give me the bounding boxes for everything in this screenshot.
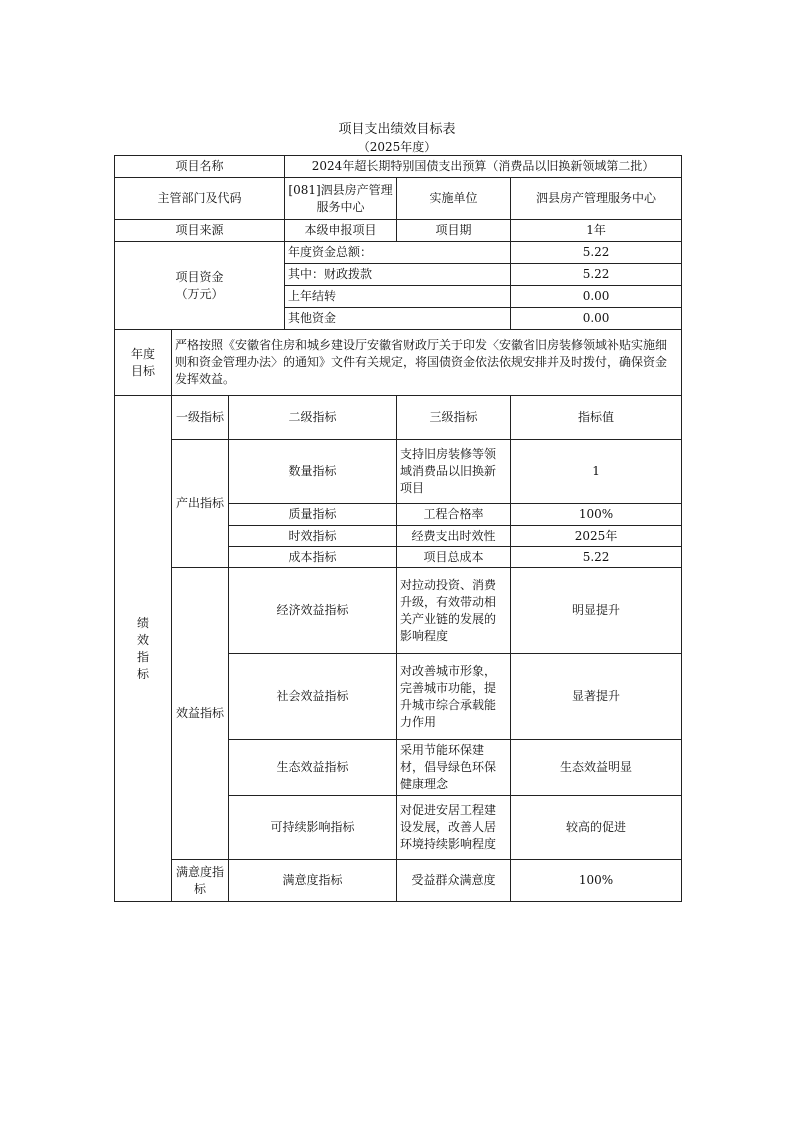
funds-row-label: 上年结转: [285, 286, 511, 308]
level2-cell: 满意度指标: [229, 860, 397, 902]
level2-cell: 经济效益指标: [229, 568, 397, 654]
project-name-label: 项目名称: [115, 156, 285, 178]
value-cell: 2025年: [511, 526, 682, 547]
table-row: [115, 178, 682, 220]
table-row: [115, 440, 682, 504]
value-cell: 明显提升: [511, 568, 682, 654]
unit-value: 泗县房产管理服务中心: [511, 178, 682, 220]
level2-cell: 社会效益指标: [229, 654, 397, 740]
table-row: [115, 156, 682, 178]
funds-label-line2: （万元）: [175, 286, 224, 301]
funds-row-value: 5.22: [511, 264, 682, 286]
benefit-indicator-label: 效益指标: [172, 568, 229, 860]
satisfaction-indicator-label: 满意度指标: [172, 860, 229, 902]
header-level3: 三级指标: [397, 396, 511, 440]
source-value: 本级申报项目: [285, 220, 397, 242]
dept-value: [081]泗县房产管理服务中心: [285, 178, 397, 220]
annual-goal-label-line1: 年度: [130, 346, 155, 361]
funds-row-label: 其他资金: [285, 308, 511, 330]
performance-side-label: [115, 396, 172, 902]
level3-cell: 经费支出时效性: [397, 526, 511, 547]
funds-row-value: 0.00: [511, 308, 682, 330]
level3-cell: 支持旧房装修等领域消费品以旧换新项目: [397, 440, 511, 504]
annual-goal-text: 严格按照《安徽省住房和城乡建设厅安徽省财政厅关于印发〈安徽省旧房装修领域补贴实施细则和资金管理办法〉的通知》文件有关规定，将国债资金依法依规安排并及时拨付，确保资金发挥效益。: [172, 330, 682, 396]
value-cell: 100%: [511, 504, 682, 526]
value-cell: 5.22: [511, 547, 682, 568]
level3-cell: 项目总成本: [397, 547, 511, 568]
level2-cell: 质量指标: [229, 504, 397, 526]
level3-cell: 对拉动投资、消费升级，有效带动相关产业链的发展的影响程度: [397, 568, 511, 654]
period-label: 项目期: [397, 220, 511, 242]
level3-cell: 工程合格率: [397, 504, 511, 526]
funds-label: [115, 242, 285, 330]
performance-table: [114, 155, 682, 902]
table-row: [115, 860, 682, 902]
level2-cell: 时效指标: [229, 526, 397, 547]
annual-goal-label: [115, 330, 172, 396]
level2-cell: 生态效益指标: [229, 740, 397, 796]
table-row: [115, 242, 682, 264]
funds-label-line1: 项目资金: [175, 269, 224, 284]
value-cell: 生态效益明显: [511, 740, 682, 796]
page-title: 项目支出绩效目标表: [338, 122, 456, 137]
value-cell: 较高的促进: [511, 796, 682, 860]
project-name-value: 2024年超长期特别国债支出预算（消费品以旧换新领域第二批）: [285, 156, 682, 178]
value-cell: 100%: [511, 860, 682, 902]
level2-cell: 可持续影响指标: [229, 796, 397, 860]
funds-row-value: 0.00: [511, 286, 682, 308]
header-level1: 一级指标: [172, 396, 229, 440]
header-value: 指标值: [511, 396, 682, 440]
annual-goal-label-line2: 目标: [130, 363, 155, 378]
level3-cell: 对促进安居工程建设发展，改善人居环境持续影响程度: [397, 796, 511, 860]
output-indicator-label: 产出指标: [172, 440, 229, 568]
side-char: 绩: [136, 615, 149, 630]
unit-label: 实施单位: [397, 178, 511, 220]
level2-cell: 成本指标: [229, 547, 397, 568]
source-label: 项目来源: [115, 220, 285, 242]
level3-cell: 采用节能环保建材，倡导绿色环保健康理念: [397, 740, 511, 796]
level2-cell: 数量指标: [229, 440, 397, 504]
value-cell: 1: [511, 440, 682, 504]
dept-label: 主管部门及代码: [115, 178, 285, 220]
level3-cell: 受益群众满意度: [397, 860, 511, 902]
period-value: 1年: [511, 220, 682, 242]
funds-row-label: 其中：财政拨款: [285, 264, 511, 286]
table-row: [115, 220, 682, 242]
level3-cell: 对改善城市形象，完善城市功能，提升城市综合承载能力作用: [397, 654, 511, 740]
funds-row-label: 年度资金总额：: [285, 242, 511, 264]
table-row: [115, 568, 682, 654]
side-char: 指: [136, 649, 149, 664]
funds-row-value: 5.22: [511, 242, 682, 264]
page-subtitle: （2025年度）: [357, 140, 437, 154]
header-level2: 二级指标: [229, 396, 397, 440]
table-row: [115, 330, 682, 396]
value-cell: 显著提升: [511, 654, 682, 740]
side-char: 标: [136, 666, 149, 681]
side-char: 效: [136, 632, 149, 647]
table-row: [115, 396, 682, 440]
